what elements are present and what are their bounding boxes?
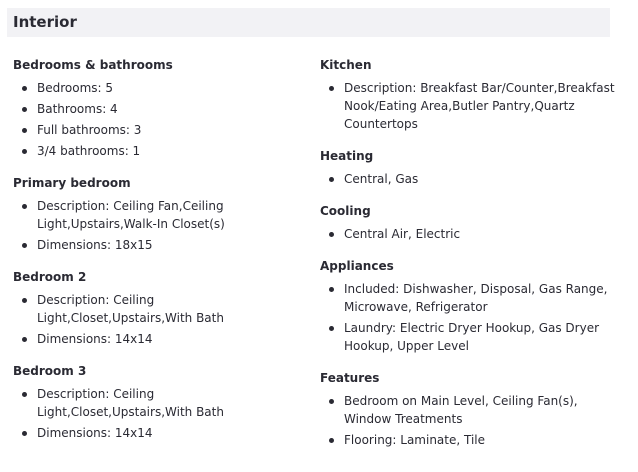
item-list: [13, 197, 308, 254]
item-text: Full bathrooms: 3: [37, 123, 142, 137]
group-bedroom-2: [13, 268, 308, 348]
list-item: [13, 236, 308, 254]
bullet-icon: [22, 86, 27, 91]
item-list: [13, 79, 308, 160]
list-item: [13, 100, 308, 118]
list-item: [320, 79, 620, 133]
list-item: [13, 424, 308, 442]
item-text: Bathrooms: 4: [37, 102, 118, 116]
bullet-icon: [329, 86, 334, 91]
bullet-icon: [329, 232, 334, 237]
left-column: [13, 56, 308, 456]
list-item: [320, 392, 620, 428]
item-text: Description: Ceiling Light,Closet,Upstairs,With Bath: [37, 387, 224, 419]
bullet-icon: [22, 107, 27, 112]
group-heating: [320, 147, 620, 188]
list-item: [13, 291, 308, 327]
group-features: [320, 369, 620, 449]
item-text: Description: Ceiling Fan,Ceiling Light,Upstairs,Walk-In Closet(s): [37, 199, 225, 231]
group-title: Appliances: [320, 259, 394, 273]
item-list: [320, 79, 620, 133]
item-text: Description: Ceiling Light,Closet,Upstairs,With Bath: [37, 293, 224, 325]
bullet-icon: [22, 149, 27, 154]
item-text: Dimensions: 18x15: [37, 238, 153, 252]
bullet-icon: [329, 399, 334, 404]
group-title: Bedroom 3: [13, 364, 87, 378]
item-text: Bedroom on Main Level, Ceiling Fan(s), Window Treatments: [344, 394, 578, 426]
group-appliances: [320, 257, 620, 355]
list-item: [13, 330, 308, 348]
list-item: [320, 431, 620, 449]
group-bedroom-3: [13, 362, 308, 442]
item-text: Central, Gas: [344, 172, 419, 186]
item-list: [13, 385, 308, 442]
item-text: Bedrooms: 5: [37, 81, 114, 95]
group-kitchen: [320, 56, 620, 133]
item-list: [320, 280, 620, 355]
bullet-icon: [22, 337, 27, 342]
group-bedrooms-bathrooms: [13, 56, 308, 160]
group-title: Bedrooms & bathrooms: [13, 58, 173, 72]
group-title: Heating: [320, 149, 374, 163]
section-title: Interior: [7, 8, 610, 37]
item-list: [320, 225, 620, 243]
item-list: [320, 170, 620, 188]
right-column: [320, 56, 620, 463]
bullet-icon: [22, 128, 27, 133]
list-item: [13, 79, 308, 97]
bullet-icon: [329, 438, 334, 443]
list-item: [13, 142, 308, 160]
group-title: Cooling: [320, 204, 371, 218]
list-item: [13, 197, 308, 233]
item-list: [320, 392, 620, 449]
list-item: [13, 121, 308, 139]
group-title: Primary bedroom: [13, 176, 131, 190]
list-item: [320, 280, 620, 316]
list-item: [13, 385, 308, 421]
list-item: [320, 319, 620, 355]
item-text: Description: Breakfast Bar/Counter,Breakfast Nook/Eating Area,Butler Pantry,Quartz Countertops: [344, 81, 615, 131]
list-item: [320, 170, 620, 188]
bullet-icon: [22, 204, 27, 209]
bullet-icon: [329, 177, 334, 182]
item-text: Included: Dishwasher, Disposal, Gas Range, Microwave, Refrigerator: [344, 282, 608, 314]
item-text: Dimensions: 14x14: [37, 426, 153, 440]
item-text: Laundry: Electric Dryer Hookup, Gas Dryer Hookup, Upper Level: [344, 321, 600, 353]
group-primary-bedroom: [13, 174, 308, 254]
list-item: [320, 225, 620, 243]
item-text: Flooring: Laminate, Tile: [344, 433, 486, 447]
item-list: [13, 291, 308, 348]
bullet-icon: [22, 392, 27, 397]
item-text: Central Air, Electric: [344, 227, 461, 241]
bullet-icon: [22, 243, 27, 248]
group-title: Kitchen: [320, 58, 372, 72]
item-text: Dimensions: 14x14: [37, 332, 153, 346]
bullet-icon: [329, 326, 334, 331]
item-text: 3/4 bathrooms: 1: [37, 144, 141, 158]
bullet-icon: [329, 287, 334, 292]
group-title: Features: [320, 371, 380, 385]
group-title: Bedroom 2: [13, 270, 87, 284]
bullet-icon: [22, 431, 27, 436]
group-cooling: [320, 202, 620, 243]
bullet-icon: [22, 298, 27, 303]
